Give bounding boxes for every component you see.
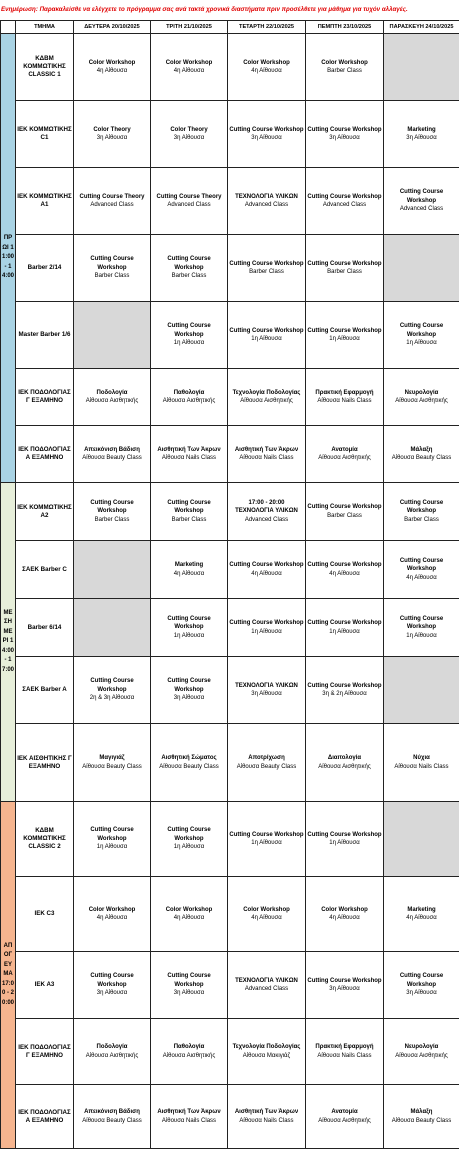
- class-title: Color Workshop: [321, 59, 368, 66]
- class-cell: [74, 235, 151, 302]
- period-label: ΑΠΟΓΕΥΜΑ 17:00 - 20:00: [2, 943, 15, 1006]
- class-cell: [151, 952, 228, 1019]
- class-title: Cutting Course Workshop: [399, 973, 444, 988]
- empty-cell: [384, 34, 459, 101]
- class-room: 3η Αίθουσα: [329, 986, 360, 992]
- class-room: 4η Αίθουσα: [173, 570, 205, 577]
- class-cell: [306, 34, 384, 101]
- dept-name: Barber 2/14: [16, 235, 74, 302]
- class-cell: [74, 34, 151, 101]
- class-cell: [228, 302, 306, 369]
- class-room: Αίθουσα Nails Class: [239, 1117, 294, 1124]
- class-cell: [74, 877, 151, 952]
- class-room: 4η Αίθουσα: [251, 915, 282, 921]
- class-room: 3η Αίθουσα: [96, 135, 128, 141]
- class-cell: [306, 369, 384, 426]
- class-room: Αίθουσα Beauty Class: [82, 455, 142, 461]
- class-room: 1η Αίθουσα: [96, 844, 128, 851]
- class-cell: [306, 952, 384, 1019]
- dept-name: ΙΕΚ ΚΟΜΜΩΤΙΚΗΣ Α2: [16, 483, 74, 541]
- class-cell: [74, 369, 151, 426]
- class-room: 3η Αίθουσα: [406, 135, 437, 141]
- table-row: [1, 168, 459, 235]
- class-title: Αποτρίχωση: [248, 755, 285, 762]
- class-title: Cutting Course Workshop: [229, 327, 304, 334]
- class-title: Παθολογία: [173, 389, 205, 396]
- class-title: Απεικόνιση Βάδιση: [84, 1109, 140, 1116]
- class-room: 1η Αίθουσα: [173, 632, 205, 639]
- update-notice: Ενημέρωση: Παρακαλείσθε να ελέγχετε το πρόγραμμα σας ανά τακτά χρονικά διαστήματα πριν προσέλθετε για μάθημα για τυχόν αλλαγές.: [1, 6, 408, 13]
- day-header-wednesday: ΤΕΤΑΡΤΗ 22/10/2025: [228, 21, 306, 34]
- class-cell: [306, 235, 384, 302]
- class-cell: [306, 599, 384, 657]
- class-title: Ποδολογία: [96, 1044, 128, 1051]
- class-room: 4η Αίθουσα: [96, 915, 128, 921]
- class-title: Cutting Course Workshop: [307, 562, 382, 569]
- class-room: 4η Αίθουσα: [329, 915, 360, 921]
- class-cell: [151, 657, 228, 724]
- class-title: Ανατομία: [331, 1109, 358, 1116]
- class-cell: [306, 541, 384, 599]
- class-title: ΤΕΧΝΟΛΟΓΙΑ ΥΛΙΚΩΝ: [235, 193, 298, 200]
- class-room: Αίθουσα Αισθητικής: [395, 398, 448, 404]
- class-title: Cutting Course Workshop: [229, 831, 304, 838]
- class-room: Barber Class: [171, 516, 207, 523]
- class-cell: [151, 599, 228, 657]
- class-cell: [306, 426, 384, 483]
- class-cell: [384, 599, 459, 657]
- class-room: 4η Αίθουσα: [173, 68, 205, 74]
- table-row: [1, 1019, 459, 1085]
- class-cell: [384, 101, 459, 168]
- class-cell: [384, 1019, 459, 1085]
- period-noon: [1, 483, 16, 802]
- class-cell: [151, 1019, 228, 1085]
- class-title: Cutting Course Workshop: [167, 827, 211, 842]
- class-title: Cutting Course Workshop: [167, 499, 211, 515]
- dept-header: ΤΜΗΜΑ: [16, 21, 74, 34]
- class-cell: [384, 369, 459, 426]
- class-cell: [306, 302, 384, 369]
- class-title: Cutting Course Workshop: [399, 499, 444, 515]
- class-title: Τεχνολογία Ποδολογίας: [232, 1044, 301, 1051]
- dept-name: ΙΕΚ ΠΟΔΟΛΟΓΙΑΣ Α ΕΞΑΜΗΝΟ: [16, 1085, 74, 1149]
- class-cell: [74, 952, 151, 1019]
- class-room: 1η Αίθουσα: [251, 840, 282, 846]
- table-row: [1, 952, 459, 1019]
- dept-name: ΙΕΚ ΑΙΣΘΗΤΙΚΗΣ Γ ΕΞΑΜΗΝΟ: [16, 724, 74, 802]
- class-cell: [151, 802, 228, 877]
- dept-name: Barber 6/14: [16, 599, 74, 657]
- class-title: Marketing: [407, 906, 436, 913]
- day-header-monday: ΔΕΥΤΕΡΑ 20/10/2025: [74, 21, 151, 34]
- class-room: 3η Αίθουσα: [251, 135, 282, 141]
- class-room: Αίθουσα Αισθητικής: [318, 1117, 371, 1124]
- class-title: Cutting Course Workshop: [307, 126, 382, 133]
- class-title: Color Workshop: [243, 59, 290, 66]
- class-cell: [306, 877, 384, 952]
- class-title: Color Theory: [170, 126, 208, 133]
- class-room: 3η Αίθουσα: [251, 691, 282, 697]
- class-cell: [151, 101, 228, 168]
- class-cell: [228, 1019, 306, 1085]
- class-title: Cutting Course Workshop: [229, 620, 304, 627]
- class-room: 4η Αίθουσα: [251, 570, 282, 577]
- class-cell: [74, 426, 151, 483]
- class-title: Cutting Course Workshop: [229, 126, 304, 133]
- class-cell: [384, 426, 459, 483]
- class-cell: [306, 724, 384, 802]
- class-cell: [306, 802, 384, 877]
- class-cell: [151, 369, 228, 426]
- class-room: Αίθουσα Αισθητικής: [162, 398, 216, 404]
- class-cell: [151, 541, 228, 599]
- class-room: Barber Class: [94, 273, 130, 280]
- class-room: 4η Αίθουσα: [96, 68, 128, 74]
- class-title: Cutting Course Workshop: [167, 678, 211, 693]
- class-room: Αίθουσα Nails Class: [161, 1117, 217, 1124]
- class-room: 4η Αίθουσα: [329, 570, 360, 577]
- class-title: Αισθητική Των Άκρων: [157, 446, 221, 453]
- class-cell: [74, 1019, 151, 1085]
- table-row: [1, 34, 459, 101]
- class-cell: [74, 802, 151, 877]
- class-cell: [228, 541, 306, 599]
- class-title: Color Workshop: [88, 59, 136, 66]
- class-title: Νευρολογία: [404, 389, 439, 396]
- class-room: 1η Αίθουσα: [406, 632, 437, 639]
- class-title: Πρακτική Εφαρμογή: [315, 1044, 374, 1051]
- dept-name: ΙΕΚ ΚΟΜΜΩΤΙΚΗΣ C1: [16, 101, 74, 168]
- class-cell: [228, 34, 306, 101]
- schedule-body: [1, 34, 459, 1149]
- class-room: Advanced Class: [322, 202, 367, 208]
- class-cell: [228, 724, 306, 802]
- class-room: Advanced Class: [244, 202, 289, 208]
- period-label: ΠΡΩΙ 11:00 - 14:00: [2, 235, 15, 280]
- class-room: 1η Αίθουσα: [406, 340, 437, 347]
- class-cell: [384, 1085, 459, 1149]
- table-row: [1, 541, 459, 599]
- period-label: ΜΕΣΗΜΕΡΙ 14:00 - 17:00: [2, 610, 15, 673]
- class-room: Advanced Class: [90, 202, 134, 208]
- empty-cell: [384, 802, 459, 877]
- empty-cell: [74, 541, 151, 599]
- class-room: Αίθουσα Beauty Class: [236, 763, 297, 770]
- class-cell: [228, 952, 306, 1019]
- class-room: Αίθουσα Αισθητικής: [318, 763, 371, 770]
- class-title: Cutting Course Theory: [156, 193, 222, 200]
- class-cell: [151, 877, 228, 952]
- class-cell: [384, 724, 459, 802]
- class-room: Αίθουσα Beauty Class: [391, 1117, 452, 1124]
- class-title: Νύχια: [413, 755, 430, 762]
- class-room: 1η Αίθουσα: [173, 340, 205, 347]
- class-room: Advanced Class: [167, 202, 211, 208]
- class-room: 1η Αίθουσα: [329, 840, 360, 846]
- class-room: 1η Αίθουσα: [329, 628, 360, 635]
- class-room: 2η & 3η Αίθουσα: [89, 695, 135, 702]
- class-cell: [384, 877, 459, 952]
- class-cell: [74, 101, 151, 168]
- class-title: Cutting Course Workshop: [307, 327, 382, 334]
- class-room: 4η Αίθουσα: [251, 68, 282, 74]
- class-cell: [228, 657, 306, 724]
- empty-cell: [74, 599, 151, 657]
- class-title: Cutting Course Workshop: [229, 562, 304, 569]
- class-room: 3η & 2η Αίθουσα: [322, 691, 367, 697]
- class-room: Advanced Class: [244, 516, 289, 523]
- class-room: Αίθουσα Beauty Class: [82, 1117, 142, 1124]
- class-cell: [151, 235, 228, 302]
- dept-name: ΙΕΚ ΠΟΔΟΛΟΓΙΑΣ Γ ΕΞΑΜΗΝΟ: [16, 1019, 74, 1085]
- dept-name: ΣΑΕΚ Barber C: [16, 541, 74, 599]
- class-title: Cutting Course Workshop: [90, 827, 134, 842]
- class-cell: [228, 599, 306, 657]
- dept-name: ΙΕΚ ΚΟΜΜΩΤΙΚΗΣ Α1: [16, 168, 74, 235]
- day-header-friday: ΠΑΡΑΣΚΕΥΗ 24/10/2025: [384, 21, 459, 34]
- class-title: Cutting Course Workshop: [307, 193, 382, 200]
- class-cell: [384, 168, 459, 235]
- class-title: Marketing: [174, 562, 204, 569]
- class-cell: [228, 369, 306, 426]
- class-cell: [151, 302, 228, 369]
- class-cell: [151, 483, 228, 541]
- dept-name: Master Barber 1/6: [16, 302, 74, 369]
- class-cell: [228, 426, 306, 483]
- table-row: [1, 426, 459, 483]
- class-room: 4η Αίθουσα: [406, 574, 437, 581]
- class-cell: [228, 168, 306, 235]
- class-cell: [306, 1019, 384, 1085]
- class-cell: [74, 1085, 151, 1149]
- class-cell: [384, 483, 459, 541]
- class-cell: [74, 483, 151, 541]
- class-room: 1η Αίθουσα: [329, 336, 360, 342]
- period-header: [1, 21, 16, 34]
- period-morning: [1, 34, 16, 483]
- class-room: Barber Class: [94, 516, 130, 523]
- class-title: Cutting Course Workshop: [167, 615, 211, 631]
- class-title: Cutting Course Workshop: [167, 256, 211, 271]
- class-room: Αίθουσα Beauty Class: [159, 763, 219, 770]
- class-title: Cutting Course Workshop: [90, 499, 134, 515]
- table-row: [1, 369, 459, 426]
- class-title: Αισθητική Σώματος: [161, 755, 217, 762]
- class-room: Αίθουσα Nails Class: [394, 763, 449, 770]
- table-row: [1, 1085, 459, 1149]
- day-header-tuesday: ΤΡΙΤΗ 21/10/2025: [151, 21, 228, 34]
- class-room: Αίθουσα Nails Class: [161, 455, 217, 461]
- class-title: Πρακτική Εφαρμογή: [315, 389, 374, 396]
- table-row: [1, 599, 459, 657]
- class-room: 3η Αίθουσα: [173, 135, 205, 141]
- class-title: Cutting Course Theory: [79, 193, 145, 200]
- class-cell: [228, 101, 306, 168]
- class-title: Μάλαξη: [410, 446, 433, 453]
- dept-name: ΙΕΚ ΠΟΔΟΛΟΓΙΑΣ Α ΕΞΑΜΗΝΟ: [16, 426, 74, 483]
- dept-name: ΚΔΒΜ ΚΟΜΜΩΤΙΚΗΣ CLASSIC 2: [16, 802, 74, 877]
- class-cell: [228, 235, 306, 302]
- class-title: Cutting Course Workshop: [90, 256, 134, 271]
- period-evening: [1, 802, 16, 1149]
- schedule-table: [0, 20, 459, 1149]
- class-title: Color Theory: [93, 126, 131, 133]
- class-title: Cutting Course Workshop: [307, 831, 382, 838]
- class-cell: [151, 34, 228, 101]
- class-room: Αίθουσα Nails Class: [239, 455, 294, 461]
- class-room: Αίθουσα Αισθητικής: [85, 398, 139, 404]
- class-title: Cutting Course Workshop: [399, 557, 444, 573]
- class-title: Color Workshop: [88, 906, 136, 913]
- class-title: Παθολογία: [173, 1044, 205, 1051]
- class-title: Cutting Course Workshop: [167, 323, 211, 338]
- table-row: [1, 802, 459, 877]
- class-room: Αίθουσα Αισθητικής: [240, 398, 293, 404]
- class-cell: [306, 483, 384, 541]
- class-title: Τεχνολογία Ποδολογίας: [232, 389, 301, 396]
- dept-name: ΚΔΒΜ ΚΟΜΜΩΤΙΚΗΣ CLASSIC 1: [16, 34, 74, 101]
- class-room: 1η Αίθουσα: [251, 628, 282, 635]
- class-title: ΤΕΧΝΟΛΟΓΙΑ ΥΛΙΚΩΝ: [235, 977, 298, 984]
- dept-name: ΣΑΕΚ Barber A: [16, 657, 74, 724]
- class-title: Cutting Course Workshop: [90, 973, 134, 988]
- table-row: [1, 302, 459, 369]
- class-room: Barber Class: [327, 269, 362, 275]
- day-header-thursday: ΠΕΜΠΤΗ 23/10/2025: [306, 21, 384, 34]
- class-cell: [74, 657, 151, 724]
- class-cell: [306, 168, 384, 235]
- class-room: 4η Αίθουσα: [173, 915, 205, 921]
- class-cell: [228, 483, 306, 541]
- class-room: Αίθουσα Μακιγιάζ: [242, 1052, 291, 1059]
- table-row: [1, 235, 459, 302]
- class-title: Cutting Course Workshop: [399, 615, 444, 631]
- class-title: Marketing: [407, 126, 436, 133]
- class-room: Αίθουσα Beauty Class: [391, 455, 452, 461]
- class-room: Advanced Class: [244, 986, 289, 992]
- class-title: Αισθητική Των Άκρων: [234, 1109, 299, 1116]
- table-row: [1, 877, 459, 952]
- class-room: Αίθουσα Αισθητικής: [318, 455, 371, 461]
- table-row: [1, 101, 459, 168]
- class-title: Cutting Course Workshop: [399, 189, 444, 204]
- class-room: Αίθουσα Beauty Class: [82, 763, 142, 770]
- class-cell: [384, 541, 459, 599]
- class-room: Advanced Class: [399, 206, 444, 213]
- class-title: Αισθητική Των Άκρων: [234, 446, 299, 453]
- class-cell: [151, 426, 228, 483]
- class-room: Barber Class: [327, 68, 362, 74]
- class-room: Barber Class: [404, 516, 439, 523]
- class-title: Μάλαξη: [410, 1109, 433, 1116]
- class-room: Αίθουσα Αισθητικής: [85, 1052, 139, 1059]
- class-title: Color Workshop: [243, 906, 290, 913]
- class-title: Cutting Course Workshop: [307, 504, 382, 511]
- class-title: Cutting Course Workshop: [229, 260, 304, 267]
- class-title: Απεικόνιση Βάδιση: [84, 446, 140, 453]
- class-room: 3η Αίθουσα: [406, 990, 437, 997]
- class-title: Cutting Course Workshop: [307, 620, 382, 627]
- class-cell: [306, 101, 384, 168]
- table-row: [1, 657, 459, 724]
- class-room: Αίθουσα Αισθητικής: [162, 1052, 216, 1059]
- table-row: [1, 483, 459, 541]
- class-cell: [384, 302, 459, 369]
- class-room: 3η Αίθουσα: [96, 990, 128, 997]
- class-cell: [384, 952, 459, 1019]
- class-title: Cutting Course Workshop: [167, 973, 211, 988]
- class-room: 3η Αίθουσα: [329, 135, 360, 141]
- class-title: Cutting Course Workshop: [307, 682, 382, 689]
- class-title: 17:00 - 20:00 ΤΕΧΝΟΛΟΓΙΑ ΥΛΙΚΩΝ: [235, 499, 298, 515]
- class-cell: [151, 1085, 228, 1149]
- class-room: Barber Class: [327, 512, 362, 519]
- class-cell: [306, 1085, 384, 1149]
- class-cell: [151, 724, 228, 802]
- class-room: Αίθουσα Nails Class: [317, 1052, 372, 1059]
- class-title: Νευρολογία: [404, 1044, 439, 1051]
- class-cell: [228, 802, 306, 877]
- class-title: Cutting Course Workshop: [399, 323, 444, 338]
- class-cell: [228, 1085, 306, 1149]
- class-title: Cutting Course Workshop: [90, 678, 134, 693]
- header-row: [1, 21, 459, 34]
- class-cell: [306, 657, 384, 724]
- class-cell: [151, 168, 228, 235]
- class-title: Color Workshop: [165, 59, 213, 66]
- class-title: Μαγιγιάζ: [99, 755, 125, 762]
- class-title: Color Workshop: [321, 906, 368, 913]
- class-room: 4η Αίθουσα: [406, 915, 437, 921]
- class-title: Cutting Course Workshop: [307, 977, 382, 984]
- class-room: 1η Αίθουσα: [173, 844, 205, 851]
- class-cell: [74, 724, 151, 802]
- class-room: 3η Αίθουσα: [173, 695, 205, 702]
- class-title: Διαιτολογία: [327, 755, 362, 762]
- class-room: Αίθουσα Αισθητικής: [395, 1052, 448, 1059]
- class-title: Cutting Course Workshop: [307, 260, 382, 267]
- class-title: ΤΕΧΝΟΛΟΓΙΑ ΥΛΙΚΩΝ: [235, 682, 298, 689]
- table-row: [1, 724, 459, 802]
- dept-name: ΙΕΚ ΠΟΔΟΛΟΓΙΑΣ Γ ΕΞΑΜΗΝΟ: [16, 369, 74, 426]
- empty-cell: [384, 657, 459, 724]
- empty-cell: [74, 302, 151, 369]
- class-room: Barber Class: [249, 269, 284, 275]
- class-cell: [228, 877, 306, 952]
- class-cell: [74, 168, 151, 235]
- dept-name: ΙΕΚ Α3: [16, 952, 74, 1019]
- dept-name: ΙΕΚ C3: [16, 877, 74, 952]
- class-room: Αίθουσα Nails Class: [317, 398, 372, 404]
- class-title: Ποδολογία: [96, 389, 128, 396]
- class-title: Ανατομία: [331, 446, 358, 453]
- class-room: Barber Class: [171, 273, 207, 280]
- class-room: 3η Αίθουσα: [173, 990, 205, 997]
- class-title: Color Workshop: [165, 906, 213, 913]
- class-title: Αισθητική Των Άκρων: [157, 1109, 221, 1116]
- class-room: 1η Αίθουσα: [251, 336, 282, 342]
- empty-cell: [384, 235, 459, 302]
